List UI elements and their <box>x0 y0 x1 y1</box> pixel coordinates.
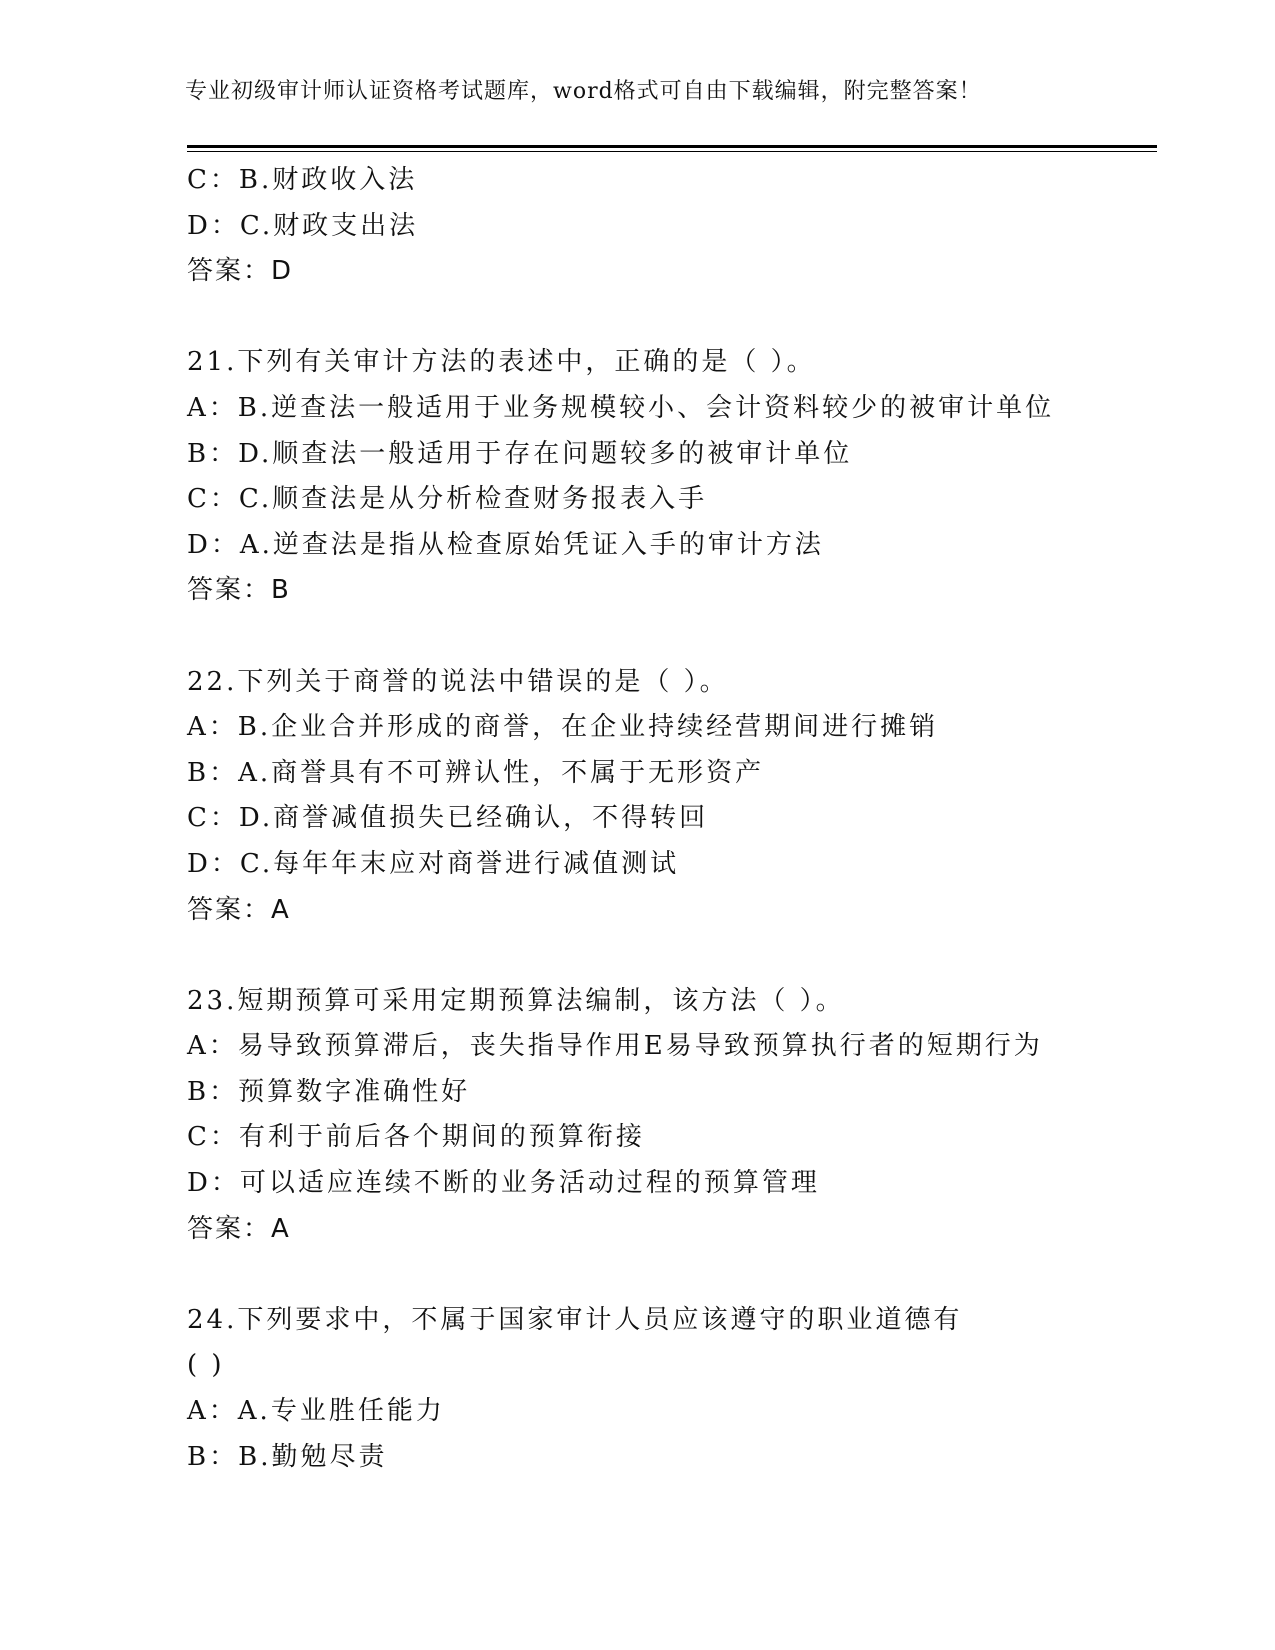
option-d: D：C.财政支出法 <box>187 210 419 241</box>
page-header: 专业初级审计师认证资格考试题库，word格式可自由下载编辑，附完整答案！ <box>185 79 982 104</box>
spacer <box>187 295 1147 341</box>
option-a: A：A.专业胜任能力 <box>187 1396 445 1427</box>
spacer <box>187 614 1147 660</box>
header-rule-thick <box>187 145 1157 148</box>
question-21: 21.下列有关审计方法的表述中，正确的是（ ）。 <box>187 347 816 378</box>
question-23: 23.短期预算可采用定期预算法编制，该方法（ ）。 <box>187 985 845 1016</box>
answer: 答案：D <box>187 256 294 287</box>
answer: 答案：A <box>187 894 291 925</box>
option-d: D：可以适应连续不断的业务活动过程的预算管理 <box>187 1168 820 1199</box>
option-c: C：B.财政收入法 <box>187 165 418 195</box>
option-b: B：预算数字准确性好 <box>187 1076 471 1107</box>
option-b: B：B.勤勉尽责 <box>187 1441 388 1472</box>
option-d: D：C.每年年末应对商誉进行减值测试 <box>187 848 680 879</box>
option-b: B：D.顺查法一般适用于存在问题较多的被审计单位 <box>187 438 853 469</box>
option-a: A：B.逆查法一般适用于业务规模较小、会计资料较少的被审计单位 <box>187 392 1055 423</box>
option-c: C：C.顺查法是从分析检查财务报表入手 <box>187 484 708 515</box>
answer: 答案：A <box>187 1213 291 1244</box>
answer: 答案：B <box>187 575 291 606</box>
spacer <box>187 1252 1147 1298</box>
option-c: C：有利于前后各个期间的预算衔接 <box>187 1122 645 1153</box>
option-a: A：B.企业合并形成的商誉，在企业持续经营期间进行摊销 <box>187 712 939 743</box>
question-list <box>187 158 1147 1480</box>
question-22: 22.下列关于商誉的说法中错误的是（ ）。 <box>187 666 729 697</box>
option-b: B：A.商誉具有不可辨认性，不属于无形资产 <box>187 757 765 788</box>
option-d: D：A.逆查法是指从检查原始凭证入手的审计方法 <box>187 529 824 560</box>
header-rule-thin <box>187 151 1157 152</box>
option-c: C：D.商誉减值损失已经确认，不得转回 <box>187 803 709 834</box>
question-24: 24.下列要求中，不属于国家审计人员应该遵守的职业道德有 <box>187 1304 963 1335</box>
spacer <box>187 933 1147 979</box>
question-24-blank: ( ) <box>187 1350 225 1381</box>
option-a: A：易导致预算滞后，丧失指导作用E易导致预算执行者的短期行为 <box>187 1031 1043 1062</box>
